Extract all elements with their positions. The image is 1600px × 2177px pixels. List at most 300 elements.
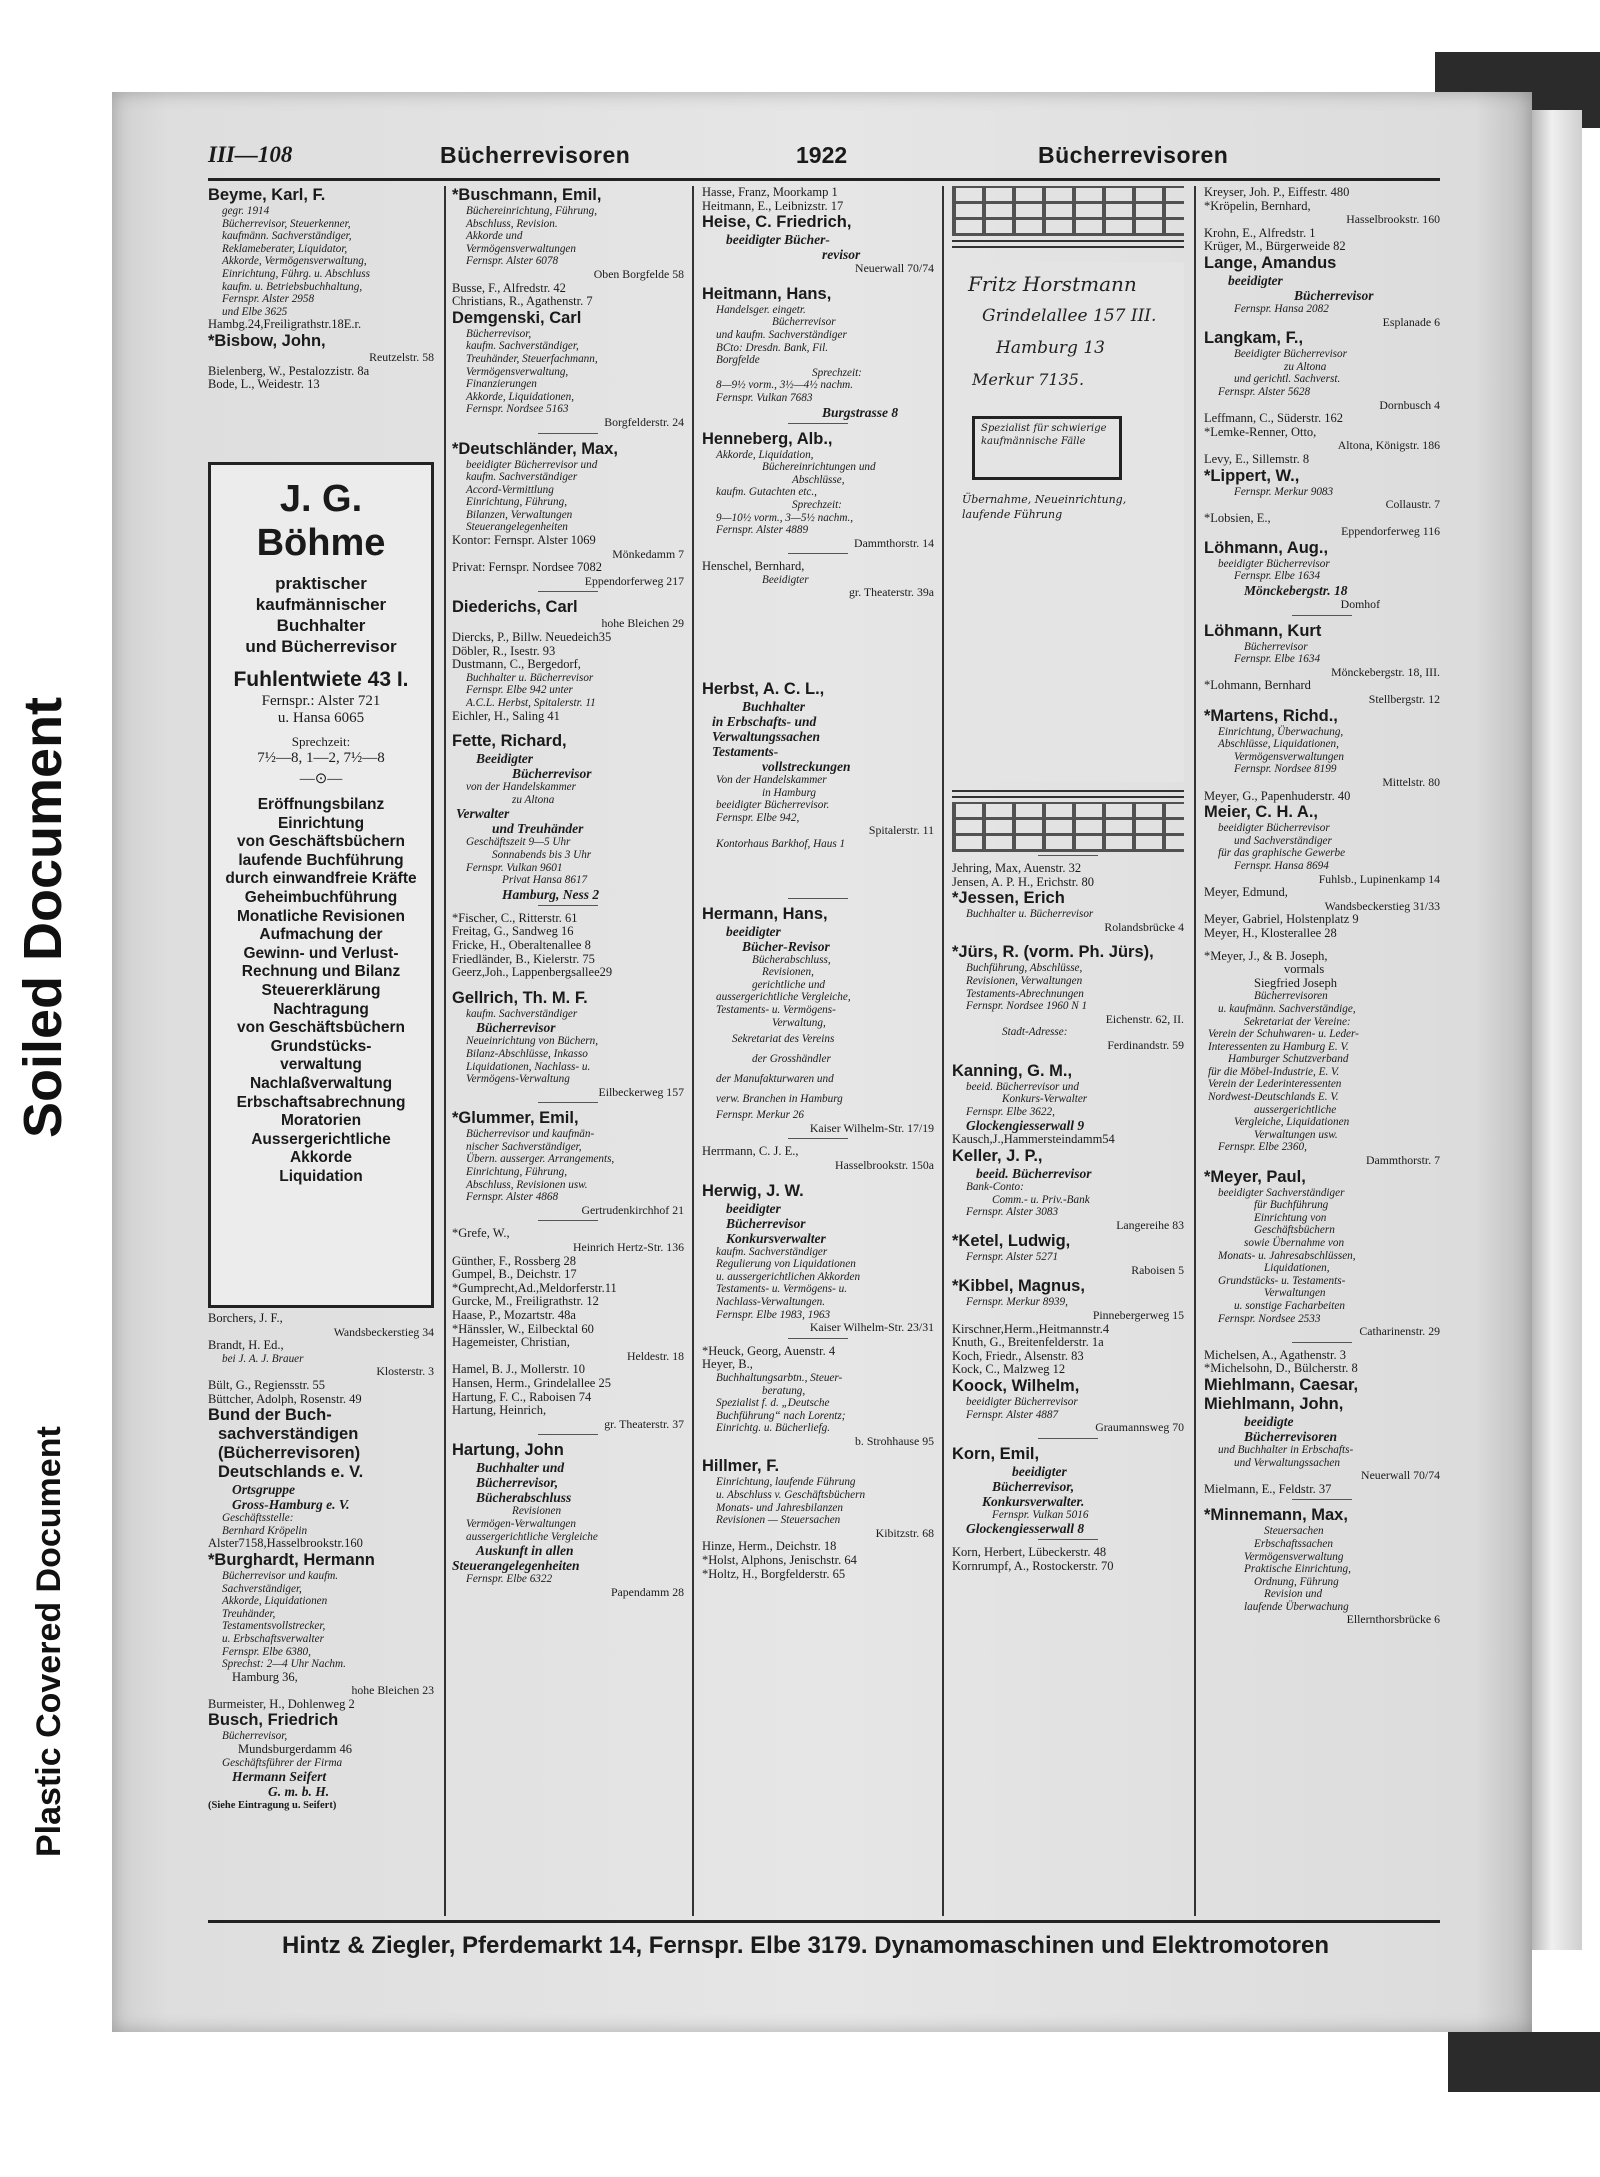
- entry-line: *Michelsohn, D., Bülcherstr. 8: [1204, 1361, 1358, 1376]
- entry-line: Alster7158,Hasselbrookstr.160: [208, 1536, 363, 1551]
- entry-line: Borchers, J. F.,: [208, 1312, 283, 1325]
- entry-line: Konkurs-Verwalter: [1002, 1093, 1088, 1106]
- entry-line: u. aussergerichtlichen Akkorden: [716, 1270, 861, 1283]
- entry-line: Kornrumpf, A., Rostockerstr. 70: [952, 1559, 1114, 1573]
- entry-line: beeidigter Bücher-: [726, 232, 830, 248]
- entry-line: und kaufm. Sachverständiger: [716, 328, 847, 341]
- entry-line: Heldestr. 18: [626, 1348, 684, 1363]
- entry-line: Ordnung, Führung: [1254, 1575, 1339, 1588]
- entry-line: *Lohmann, Bernhard: [1204, 678, 1311, 693]
- entry-line: Sekretariat des Vereins: [732, 1033, 835, 1046]
- handwritten-phone: Merkur 7135.: [972, 370, 1085, 389]
- entry-line: u. Abschluss v. Geschäftsbüchern: [716, 1489, 866, 1502]
- entry-name: *Glummer, Emil,: [452, 1109, 579, 1128]
- entry-line: Verwaltungen: [1264, 1287, 1326, 1300]
- separator: [538, 1102, 598, 1103]
- entry-line: Testamentsvollstrecker,: [222, 1620, 326, 1633]
- entry-name: Heitmann, Hans,: [702, 284, 832, 303]
- entry-line: Hambg.24,Freiligrathstr.18E.r.: [208, 317, 362, 332]
- entry-line: Gross-Hamburg e. V.: [232, 1497, 350, 1513]
- separator: [1292, 615, 1352, 616]
- entry-line: Ellernthorsbrücke 6: [1346, 1612, 1440, 1627]
- entry-line: und Buchhalter in Erbschafts-: [1218, 1443, 1354, 1456]
- entry-line: Bücherrevisor,: [466, 327, 532, 340]
- entry-line: für das graphische Gewerbe: [1218, 847, 1346, 860]
- entry-line: Reutzelstr. 58: [369, 349, 434, 364]
- entry-line: Bücherrevisor und kaufm.: [222, 1569, 339, 1582]
- entry-line: Kausch,J.,Hammersteindamm54: [952, 1132, 1115, 1147]
- entry-line: Fernspr. Elbe 2360,: [1218, 1141, 1307, 1154]
- entry-line: gr. Theaterstr. 39a: [849, 585, 934, 600]
- entry-name: Keller, J. P.,: [952, 1146, 1043, 1165]
- entry-line: beeid. Bücherrevisor: [976, 1165, 1092, 1181]
- entry-line: Kaiser Wilhelm-Str. 23/31: [809, 1320, 934, 1335]
- entry-line: Bank-Conto:: [966, 1180, 1024, 1193]
- entry-line: Graumannsweg 70: [1095, 1420, 1184, 1435]
- entry-line: Meyer, H., Klosterallee 28: [1204, 925, 1337, 940]
- separator: [1038, 1539, 1098, 1540]
- separator: [538, 433, 598, 434]
- header-year: 1922: [796, 142, 848, 168]
- entry-line: Fernspr. Alster 4887: [966, 1408, 1059, 1421]
- entry-line: Beeidigter Bücherrevisor: [1234, 348, 1347, 361]
- entry-line: Fricke, H., Oberaltenallee 8: [452, 937, 591, 952]
- entry-line: Jehring, Max, Auenstr. 32: [952, 861, 1082, 875]
- header-rule: [208, 178, 1440, 181]
- ad-service: von Geschäftsbüchern: [237, 1019, 405, 1037]
- entry-line: und Treuhänder: [492, 821, 584, 837]
- entry-line: Fernspr. Elbe 942 unter: [466, 684, 573, 697]
- ad-subtitle: praktischer: [275, 574, 367, 593]
- entry-line: Pinnebergerweg 15: [1092, 1308, 1184, 1323]
- entry-line: Verein der Lederinteressenten: [1208, 1078, 1342, 1091]
- entry-line: Comm.- u. Priv.-Bank: [992, 1193, 1090, 1206]
- entry-name: Koock, Wilhelm,: [952, 1377, 1080, 1396]
- entry-line: Einrichtung, Überwachung,: [1218, 725, 1344, 738]
- entry-line: Vermögensverwaltungen: [466, 242, 576, 255]
- entry-line: Von der Handelskammer: [716, 774, 827, 787]
- column-divider: [692, 186, 694, 1916]
- entry-line: Stellbergstr. 12: [1368, 692, 1440, 707]
- ad-service: Akkorde: [289, 1149, 353, 1167]
- entry-line: A.C.L. Herbst, Spitalerstr. 11: [466, 697, 596, 709]
- entry-line: Geschäftsführer der Firma: [222, 1756, 343, 1769]
- entry-line: Bücherabschluss,: [752, 953, 831, 966]
- separator: [788, 1138, 848, 1139]
- entry-line: Esplanade 6: [1382, 314, 1440, 329]
- entry-line: beeidigter Bücherrevisor.: [716, 799, 830, 812]
- entry-name: *Lippert, W.,: [1204, 466, 1300, 485]
- entry-line: Knuth, G., Breitenfelderstr. 1a: [952, 1335, 1104, 1350]
- entry-line: Bücherabschluss: [476, 1490, 572, 1506]
- entry-line: Oben Borgfelde 58: [593, 266, 684, 281]
- entry-line: der Manufakturwaren und: [716, 1073, 834, 1086]
- entry-line: Abschluss, Revisionen usw.: [466, 1178, 588, 1191]
- entry-line: Dustmann, C., Bergedorf,: [452, 657, 581, 672]
- entry-line: Verwaltung,: [772, 1016, 826, 1029]
- entry-line: aussergerichtliche Vergleiche: [466, 1530, 598, 1543]
- entry-line: Vermögensverwaltung: [1244, 1550, 1344, 1563]
- entry-name: Gellrich, Th. M. F.: [452, 988, 588, 1007]
- column-2: [452, 186, 684, 1916]
- entry-line: Neuerwall 70/74: [855, 261, 934, 276]
- entry-line: Kontor: Fernspr. Alster 1069: [452, 533, 596, 548]
- column-divider: [444, 186, 446, 1916]
- entry-line: Diercks, P., Billw. Neuedeich35: [452, 630, 612, 645]
- entry-line: Bode, L., Weidestr. 13: [208, 377, 320, 392]
- entry-name: Henneberg, Alb.,: [702, 429, 833, 448]
- entry-line: Fernspr. Elbe 3622,: [966, 1105, 1055, 1118]
- entry-line: Fernspr. Alster 4868: [466, 1191, 559, 1204]
- entry-line: Auskunft in allen: [476, 1543, 574, 1559]
- entry-line: Abschlüsse, Liquidationen,: [1218, 738, 1339, 751]
- entry-line: beeid. Bücherrevisor und: [966, 1080, 1079, 1093]
- entry-line: Privat: Fernspr. Nordsee 7082: [452, 560, 602, 575]
- ad-service: Aussergerichtliche: [251, 1130, 391, 1148]
- separator: [788, 553, 848, 554]
- entry-line: beeidigter Bücherrevisor: [1218, 557, 1330, 570]
- entry-name: *Ketel, Ludwig,: [952, 1232, 1071, 1251]
- separator: [788, 423, 848, 424]
- entry-line: u. Erbschaftsverwalter: [222, 1632, 324, 1645]
- entry-name: *Martens, Richd.,: [1204, 706, 1338, 725]
- entry-line: Fernspr. Vulkan 5016: [992, 1508, 1089, 1521]
- entry-line: Monats- u. Jahresabschlüssen,: [1218, 1249, 1356, 1262]
- entry-line: Hasselbrookstr. 160: [1346, 212, 1440, 227]
- entry-line: *Gumprecht,Ad.,Meldorferstr.11: [452, 1280, 617, 1295]
- ad-subtitle: und Bücherrevisor: [245, 637, 397, 656]
- entry-name: (Bücherrevisoren): [218, 1444, 361, 1463]
- entry-line: Sekretariat der Vereine:: [1244, 1015, 1351, 1028]
- entry-line: gr. Theaterstr. 37: [604, 1416, 684, 1431]
- entry-line: Mönckebergstr. 18: [1244, 583, 1348, 599]
- entry-line: Fernspr. Hansa 8694: [1234, 859, 1329, 872]
- entry-line: Spezialist f. d. „Deutsche: [716, 1397, 830, 1410]
- ad-service: Moratorien: [280, 1112, 362, 1130]
- entry-line: Hinze, Herm., Deichstr. 18: [702, 1539, 837, 1554]
- entry-name: *Buschmann, Emil,: [452, 186, 602, 204]
- entry-line: Fernspr. Elbe 1634: [1234, 653, 1321, 666]
- entry-line: Büttcher, Adolph, Rosenstr. 49: [208, 1391, 362, 1406]
- handwritten-name: Fritz Horstmann: [968, 272, 1137, 296]
- handwritten-advert-area: [952, 262, 1184, 782]
- entry-line: Treuhänder,: [222, 1607, 276, 1620]
- entry-line: Wandsbeckerstieg 34: [333, 1324, 434, 1339]
- entry-line: gegr. 1914: [222, 205, 270, 217]
- separator: [1292, 1499, 1352, 1500]
- entry-line: Neueinrichtung von Büchern,: [466, 1035, 599, 1048]
- entry-line: Fernspr. Elbe 1983, 1963: [716, 1308, 831, 1321]
- header-right-title: Bücherrevisoren: [1038, 142, 1229, 168]
- entry-line: Borgfelderstr. 24: [604, 414, 684, 429]
- entry-line: Sprechzeit:: [812, 366, 862, 379]
- entry-line: Neuerwall 70/74: [1361, 1468, 1440, 1483]
- entry-name: Demgenski, Carl: [452, 308, 582, 327]
- entry-line: Bilanzen, Verwaltungen: [466, 508, 573, 521]
- entry-line: und Verwaltungssachen: [1234, 1456, 1340, 1469]
- entry-line: Glockengiesserwall 8: [966, 1521, 1085, 1537]
- ad-service: Geheimbuchführung: [244, 888, 398, 906]
- entry-line: Buchhalter u. Bücherrevisor: [966, 908, 1094, 921]
- entry-line: Sachverständiger,: [222, 1582, 302, 1595]
- entry-line: nischer Sachverständiger,: [466, 1140, 582, 1153]
- entry-line: Herrmann, C. J. E.,: [702, 1144, 799, 1159]
- entry-name: Deutschlands e. V.: [218, 1463, 364, 1482]
- entry-line: Eichenstr. 62, II.: [1105, 1011, 1184, 1026]
- column-5: [1204, 186, 1440, 1916]
- entry-line: Fernspr. Merkur 26: [716, 1109, 804, 1122]
- entry-line: beeidigter Bücherrevisor und: [466, 458, 598, 471]
- entry-line: Fernspr. Vulkan 9601: [466, 861, 563, 874]
- ad-service: Steuererklärung: [261, 981, 381, 999]
- entry-line: Glockengiesserwall 9: [966, 1118, 1085, 1134]
- entry-name: Löhmann, Aug.,: [1204, 538, 1329, 557]
- entry-line: Büchereinrichtungen und: [762, 461, 876, 474]
- entry-name: Kanning, G. M.,: [952, 1061, 1073, 1080]
- entry-line: Hartung, F. C., Raboisen 74: [452, 1389, 592, 1404]
- entry-line: *Holtz, H., Borgfelderstr. 65: [702, 1566, 846, 1581]
- entry-line: Dornbusch 4: [1379, 397, 1440, 412]
- entry-line: aussergerichtliche: [1254, 1103, 1337, 1116]
- handwritten-stamp-box: Spezialist für schwierige kaufmännische Fälle: [972, 416, 1122, 480]
- entry-line: Fernspr. Alster 2958: [222, 293, 315, 306]
- entry-line: *Lobsien, E.,: [1204, 510, 1271, 525]
- entry-line: zu Altona: [1284, 360, 1327, 373]
- entry-line: Fernspr. Alster 5628: [1218, 385, 1311, 398]
- entry-name: Meier, C. H. A.,: [1204, 803, 1319, 822]
- entry-line: Abschluss, Revision.: [466, 217, 558, 230]
- entry-line: verw. Branchen in Hamburg: [716, 1093, 843, 1106]
- entry-line: b. Strohhause 95: [855, 1433, 934, 1448]
- entry-line: Vermögens-Verwaltung: [466, 1073, 570, 1086]
- entry-line: Altona, Königstr. 186: [1337, 438, 1440, 453]
- entry-line: Kibitzstr. 68: [875, 1525, 934, 1540]
- entry-line: von der Handelskammer: [466, 781, 576, 794]
- entry-line: Konkursverwalter.: [982, 1493, 1085, 1509]
- entry-line: Kontorhaus Barkhof, Haus 1: [716, 838, 846, 851]
- handwritten-address: Grindelallee 157 III.: [982, 306, 1157, 326]
- entry-line: Buchhaltungsarbtn., Steuer-: [716, 1371, 843, 1384]
- ad-service: Grundstücks-: [270, 1037, 372, 1055]
- entry-line: Abschlüsse,: [792, 473, 845, 486]
- entry-line: Mönckebergstr. 18, III.: [1331, 664, 1440, 679]
- entry-line: revisor: [822, 247, 861, 263]
- entry-line: Papendamm 28: [610, 1584, 684, 1599]
- entry-line: Fernspr. Elbe 942,: [716, 811, 800, 824]
- ad-address: Fuhlentwiete 43 I.: [233, 668, 409, 691]
- ad-service: Gewinn- und Verlust-: [243, 944, 399, 962]
- plastic-covered-label: Plastic Covered Document: [30, 1426, 68, 1857]
- entry-line: Grundstücks- u. Testaments-: [1218, 1274, 1346, 1287]
- entry-line: Catharinenstr. 29: [1359, 1324, 1440, 1339]
- entry-line: Bücherrevisor,: [992, 1478, 1075, 1494]
- entry-line: Eppendorferweg 217: [584, 573, 684, 588]
- entry-line: kaufm. Sachverständiger: [466, 471, 578, 484]
- entry-line: beeidigter: [1228, 272, 1283, 288]
- entry-line: Einrichtg. u. Bücherliefg.: [716, 1422, 831, 1435]
- entry-line: Eilbeckerweg 157: [598, 1084, 684, 1099]
- entry-line: Wandsbeckerstieg 31/33: [1324, 898, 1440, 913]
- ad-divider-ornament: —⊙—: [299, 771, 343, 787]
- ad-service: verwaltung: [280, 1056, 362, 1074]
- entry-name: Hartung, John: [452, 1441, 564, 1460]
- entry-line: Akkorde, Liquidationen,: [466, 390, 575, 403]
- entry-line: Fernspr. Alster 5271: [966, 1251, 1059, 1264]
- entry-line: Bilanz-Abschlüsse, Inkasso: [466, 1047, 588, 1060]
- ad-hours: 7½—8, 1—2, 7½—8: [257, 750, 385, 766]
- ad-service: Monatliche Revisionen: [237, 907, 405, 925]
- entry-line: Busse, F., Alfredstr. 42: [452, 280, 566, 295]
- entry-line: Bült, G., Regiensstr. 55: [208, 1377, 326, 1392]
- entry-name: Miehlmann, John,: [1204, 1394, 1344, 1413]
- entry-line: Fernspr. Elbe 6380,: [222, 1645, 311, 1658]
- entry-line: Sonnabends bis 3 Uhr: [492, 848, 592, 861]
- ad-service: Liquidation: [279, 1167, 363, 1185]
- entry-line: 8—9½ vorm., 3½—4½ nachm.: [716, 379, 854, 392]
- entry-line: Testaments-: [712, 744, 779, 760]
- entry-line: Vermögensverwaltung,: [466, 365, 569, 378]
- ornament-border-bottom: [952, 802, 1184, 852]
- entry-line: *Fischer, C., Ritterstr. 61: [452, 910, 578, 925]
- entry-line: Bücher-Revisor: [742, 938, 830, 954]
- entry-line: Rolandsbrücke 4: [1104, 919, 1184, 934]
- entry-line: kaufm. Gutachten etc.,: [716, 486, 817, 499]
- entry-line: Revision und: [1264, 1588, 1323, 1601]
- separator: [538, 1434, 598, 1435]
- entry-line: Fernspr. Elbe 1634: [1234, 570, 1321, 583]
- entry-line: Stadt-Adresse:: [1002, 1026, 1068, 1039]
- entry-line: Bücherrevisoren: [1254, 990, 1328, 1003]
- entry-line: Mittelstr. 80: [1382, 775, 1440, 789]
- entry-name: Langkam, F.,: [1204, 329, 1304, 348]
- ad-service: Aufmachung der: [259, 926, 383, 944]
- entry-name: *Minnemann, Max,: [1204, 1506, 1348, 1525]
- entry-line: Fernspr. Nordsee 8199: [1234, 763, 1337, 776]
- entry-line: Kaiser Wilhelm-Str. 17/19: [809, 1120, 934, 1135]
- entry-line: Mielmann, E., Feldstr. 37: [1204, 1481, 1332, 1496]
- entry-name: Fette, Richard,: [452, 732, 567, 751]
- entry-line: Domhof: [1340, 597, 1380, 612]
- entry-line: Handelsger. eingetr.: [716, 303, 806, 316]
- entry-line: Vermögen-Verwaltungen: [466, 1517, 576, 1530]
- entry-line: Liquidationen, Nachlass- u.: [466, 1060, 591, 1073]
- entry-line: Burgstrasse 8: [822, 404, 899, 420]
- entry-line: gerichtliche und: [752, 978, 826, 991]
- entry-line: Heyer, B.,: [702, 1357, 753, 1372]
- column-divider: [1194, 186, 1196, 1916]
- entry-line: Spitalerstr. 11: [868, 823, 934, 838]
- entry-line: Henschel, Bernhard,: [702, 559, 805, 574]
- ad-service: von Geschäftsbüchern: [237, 833, 405, 851]
- entry-name: *Jessen, Erich: [952, 889, 1065, 908]
- entry-line: Einrichtung, Führung,: [466, 496, 567, 509]
- entry-name: Lange, Amandus: [1204, 253, 1337, 272]
- ad-hours-label: Sprechzeit:: [291, 734, 351, 749]
- entry-name: Miehlmann, Caesar,: [1204, 1375, 1359, 1394]
- entry-line: Bücherrevisor, Steuerkenner,: [222, 217, 351, 230]
- header-left-title: Bücherrevisoren: [440, 142, 631, 168]
- ad-service: Eröffnungsbilanz: [257, 796, 385, 813]
- entry-line: Fernspr. Nordsee 1960 N 1: [966, 1000, 1088, 1013]
- entry-line: *Kröpelin, Bernhard,: [1204, 198, 1311, 213]
- entry-name: *Jürs, R. (vorm. Ph. Jürs),: [952, 943, 1154, 962]
- entry-line: Beeidigter: [476, 751, 533, 767]
- entry-name: Heise, C. Friedrich,: [702, 213, 852, 232]
- separator: [1038, 1438, 1098, 1439]
- ad-service: laufende Buchführung: [238, 851, 404, 869]
- entry-line: *Lemke-Renner, Otto,: [1204, 424, 1317, 439]
- entry-line: Geschäftszeit 9—5 Uhr: [466, 836, 571, 849]
- entry-line: für Buchführung: [1254, 1199, 1329, 1212]
- entry-line: Bücherrevisor und kaufmän-: [466, 1128, 595, 1141]
- column-1-lower: [208, 1312, 434, 1916]
- entry-line: kaufm. Sachverständiger,: [466, 340, 579, 353]
- entry-line: kaufm. Sachverständiger: [716, 1245, 828, 1258]
- entry-line: Fernspr. Alster 6078: [466, 255, 559, 268]
- entry-line: sowie Übernahme von: [1244, 1237, 1345, 1249]
- entry-line: Steuerangelegenheiten: [466, 521, 568, 534]
- entry-line: Nordwest-Deutschlands E. V.: [1208, 1091, 1339, 1104]
- column-3: [702, 186, 934, 1916]
- entry-name: Löhmann, Kurt: [1204, 621, 1322, 640]
- entry-line: Fernspr. Nordsee 5163: [466, 403, 569, 416]
- entry-line: beeidigter: [1012, 1463, 1067, 1479]
- entry-line: Heinrich Hertz-Str. 136: [572, 1240, 684, 1255]
- entry-line: beeidigter: [726, 923, 781, 939]
- entry-line: beeidigter Bücherrevisor: [1218, 822, 1330, 835]
- entry-line: Interessenten zu Hamburg E. V.: [1208, 1040, 1349, 1053]
- entry-line: *Holst, Alphons, Jenischstr. 64: [702, 1553, 857, 1568]
- entry-line: Leffmann, C., Süderstr. 162: [1204, 411, 1343, 426]
- entry-line: Hartung, Heinrich,: [452, 1403, 547, 1418]
- entry-line: hohe Bleichen 29: [601, 616, 684, 631]
- column-divider: [942, 186, 944, 1916]
- entry-line: und Sachverständiger: [1234, 834, 1332, 847]
- entry-line: *Hänssler, W., Eilbecktal 60: [452, 1321, 594, 1336]
- ad-service: Nachlaßverwaltung: [249, 1074, 393, 1092]
- ad-service: Erbschaftsabrechnung: [236, 1093, 406, 1111]
- entry-line: Christians, R., Agathenstr. 7: [452, 294, 593, 309]
- ad-service: durch einwandfreie Kräfte: [225, 870, 417, 888]
- entry-name: Diederichs, Carl: [452, 598, 578, 617]
- entry-line: Freitag, G., Sandweg 16: [452, 924, 574, 939]
- ad-title: J. G. Böhme: [256, 478, 386, 564]
- entry-line: G. m. b. H.: [268, 1784, 330, 1800]
- separator: [538, 905, 598, 906]
- entry-line: Übern. ausserger. Arrangements,: [466, 1153, 615, 1166]
- entry-line: Praktische Einrichtung,: [1244, 1563, 1351, 1576]
- entry-line: Steuersachen: [1264, 1525, 1324, 1538]
- entry-line: Dammthorstr. 7: [1365, 1153, 1440, 1168]
- entry-line: Sprechzeit:: [792, 498, 842, 511]
- entry-line: und Elbe 3625: [222, 305, 288, 318]
- entry-line: Michelsen, A., Agathenstr. 3: [1204, 1347, 1346, 1362]
- entry-line: Bücherrevisor: [1244, 640, 1308, 653]
- entry-line: Heitmann, E., Leibnizstr. 17: [702, 198, 844, 213]
- entry-line: der Grosshändler: [752, 1053, 831, 1066]
- entry-line: Akkorde, Liquidation,: [716, 448, 814, 461]
- entry-line: Gumpel, B., Deichstr. 17: [452, 1267, 577, 1282]
- entry-line: kaufm. Sachverständiger: [466, 1007, 578, 1020]
- entry-line: Burmeister, H., Dohlenweg 2: [208, 1696, 355, 1711]
- entry-line: Verwalter: [456, 806, 510, 822]
- entry-line: Mundsburgerdamm 46: [238, 1742, 352, 1757]
- entry-line: Dammthorstr. 14: [854, 535, 934, 550]
- entry-name: Herwig, J. W.: [702, 1181, 804, 1200]
- entry-line: Revisionen: [512, 1505, 562, 1518]
- entry-line: Meyer, Edmund,: [1204, 885, 1288, 900]
- entry-name: Korn, Emil,: [952, 1444, 1040, 1463]
